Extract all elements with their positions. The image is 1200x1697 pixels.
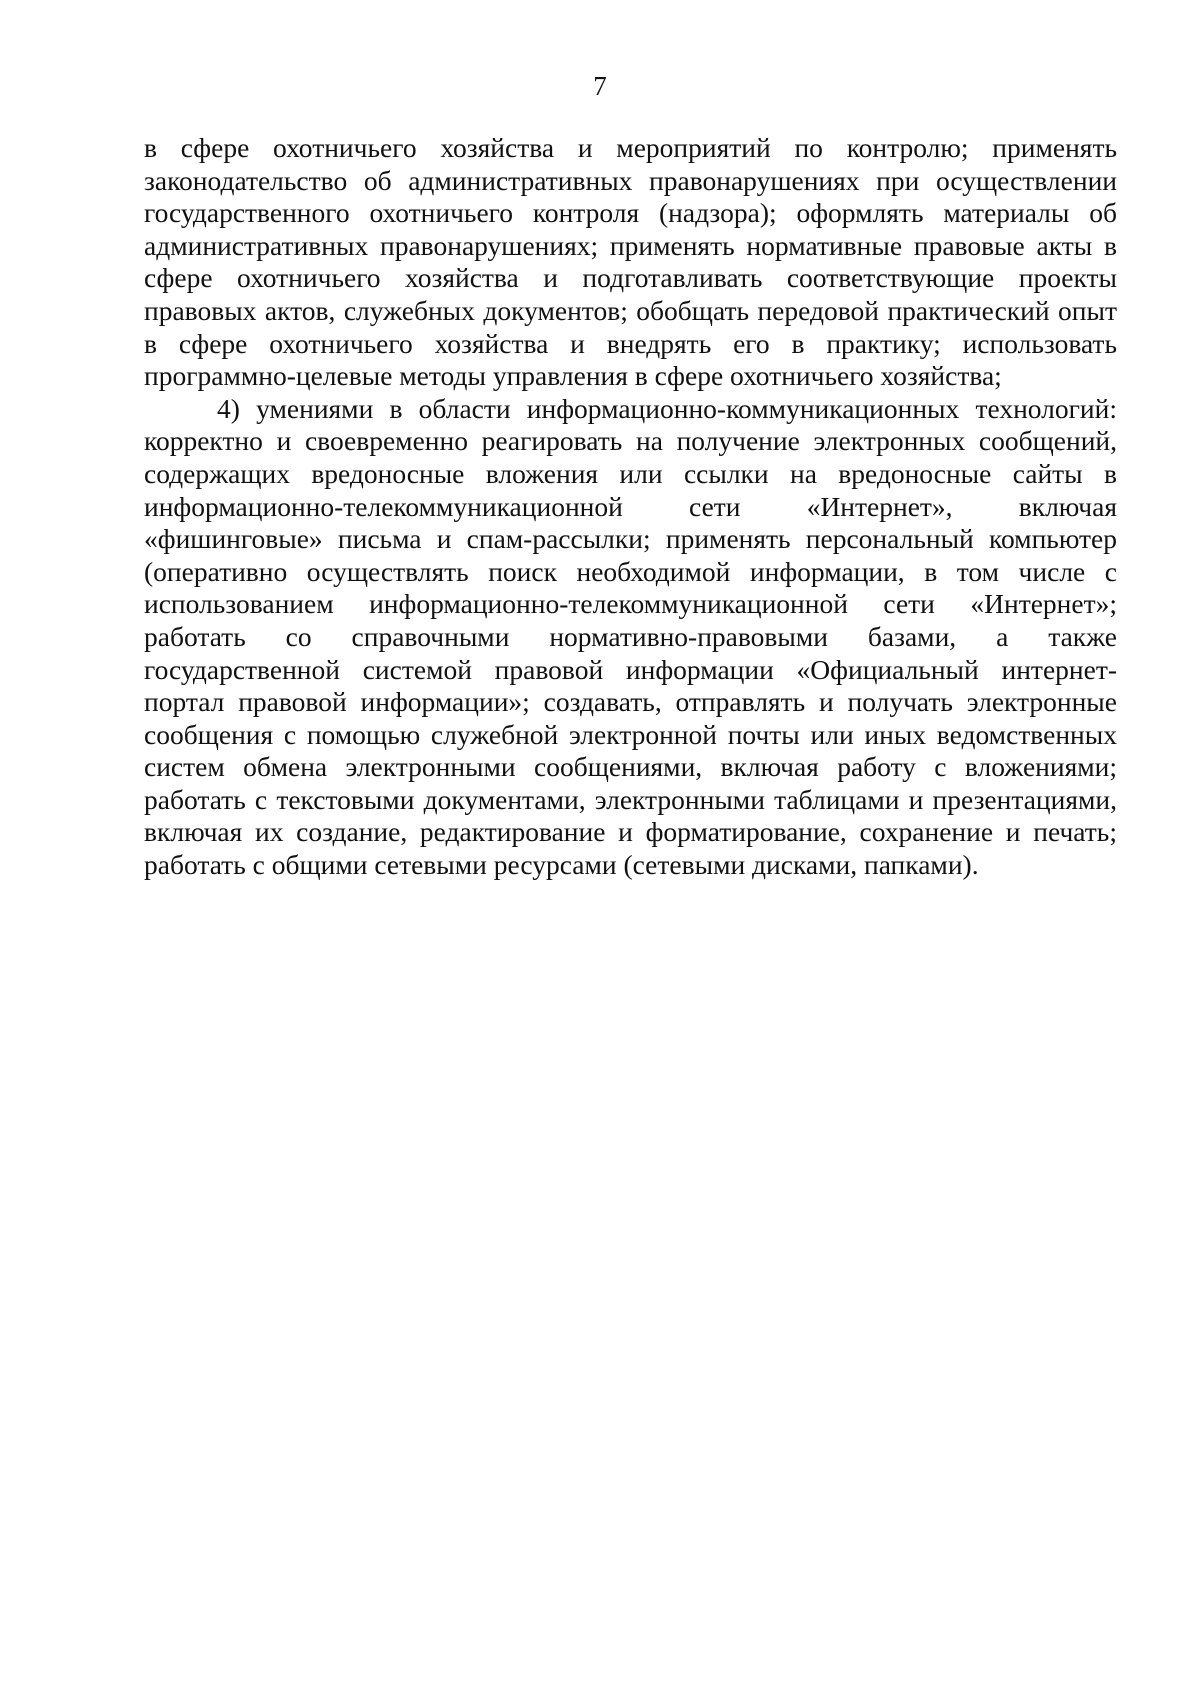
page-number: 7 bbox=[593, 71, 607, 101]
paragraph-item-4: 4) умениями в области информационно-коммуникационных технологий: корректно и своевременно реагировать на получение электронных сообщений, содержащих вредоносные вложения или ссылки на вредоносные сайты в информационно-телекоммуникационной сети «Интернет», включая «фишинговые» письма и спам-рассылки; применять персональный компьютер (оперативно осуществлять поиск необходимой информации, в том числе с использованием информационно-телекоммуникационной сети «Интернет»; работать со справочными нормативно-правовыми базами, а также государственной системой правовой информации «Официальный интернет-портал правовой информации»; создавать, отправлять и получать электронные сообщения с помощью служебной электронной почты или иных ведомственных систем обмена электронными сообщениями, включая работу с вложениями; работать с текстовыми документами, электронными таблицами и презентациями, включая их создание, редактирование и форматирование, сохранение и печать; работать с общими сетевыми ресурсами (сетевыми дисками, папками). bbox=[144, 392, 1117, 881]
paragraph-continued: в сфере охотничьего хозяйства и мероприятий по контролю; применять законодательство об административных правонарушениях при осуществлении государственного охотничьего контроля (надзора); оформлять материалы об административных правонарушениях; применять нормативные правовые акты в сфере охотничьего хозяйства и подготавливать соответствующие проекты правовых актов, служебных документов; обобщать передовой практический опыт в сфере охотничьего хозяйства и внедрять его в практику; использовать программно-целевые методы управления в сфере охотничьего хозяйства; bbox=[144, 132, 1117, 392]
document-body bbox=[144, 132, 1117, 882]
